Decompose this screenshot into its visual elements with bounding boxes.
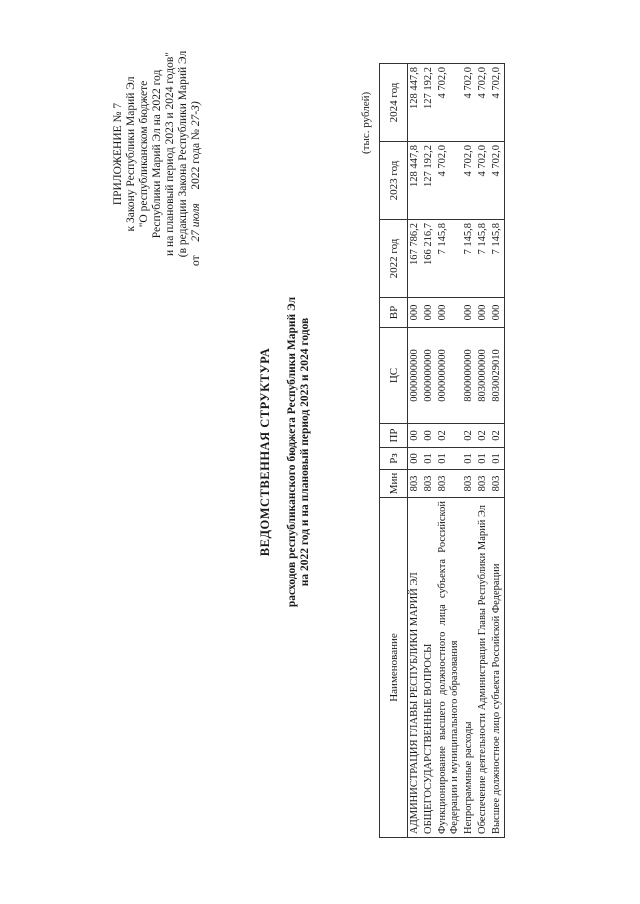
table-row (462, 64, 476, 838)
header-cs: ЦС (380, 328, 408, 424)
row-vr: 000 (436, 298, 462, 328)
row-pr: 02 (436, 424, 462, 448)
row-min: 803 (422, 470, 436, 498)
row-name: Непрограммные расходы (462, 498, 476, 838)
row-rz: 00 (408, 448, 423, 470)
row-min: 803 (476, 470, 490, 498)
row-name: Обеспечение деятельности Администрации Главы Республики Марий Эл (476, 498, 490, 838)
row-2022: 7 145,8 (436, 220, 462, 298)
row-cs: 0000000000 (408, 328, 423, 424)
row-min: 803 (436, 470, 462, 498)
header-2024: 2024 год (380, 64, 408, 142)
row-2024: 127 192,2 (422, 64, 436, 142)
table-row (408, 64, 423, 838)
header-rz: Рз (380, 448, 408, 470)
appendix-edition: (в редакции Закона Республики Марий Эл (177, 50, 189, 258)
row-rz: 01 (490, 448, 505, 470)
document-subtitle (286, 0, 312, 904)
table-header-row (380, 64, 408, 838)
table-row (436, 64, 462, 838)
row-vr: 000 (408, 298, 423, 328)
appendix-law-title-2: Республики Марий Эл на 2022 год (151, 69, 163, 239)
row-2024: 4 702,0 (476, 64, 490, 142)
row-pr: 00 (408, 424, 423, 448)
subtitle-line-1: расходов республиканского бюджета Республики Марий Эл (286, 296, 298, 608)
row-name: Функционирование высшего должностного лица субъекта Российской Федерации и муниципального образования (436, 498, 462, 838)
appendix-law-ref: к Закону Республики Марий Эл (125, 76, 137, 232)
header-2022: 2022 год (380, 220, 408, 298)
units-label: (тыс. рублей) (360, 91, 372, 154)
row-min: 803 (408, 470, 423, 498)
table-row (476, 64, 490, 838)
table-row (490, 64, 505, 838)
row-pr: 02 (476, 424, 490, 448)
budget-table (379, 63, 505, 838)
document-title: ВЕДОМСТВЕННАЯ СТРУКТУРА (258, 347, 272, 557)
row-2024: 4 702,0 (462, 64, 476, 142)
row-2024: 128 447,8 (408, 64, 423, 142)
row-cs: 0000000000 (436, 328, 462, 424)
date-year: 2022 года № (190, 129, 202, 190)
row-2022: 166 216,7 (422, 220, 436, 298)
row-name: АДМИНИСТРАЦИЯ ГЛАВЫ РЕСПУБЛИКИ МАРИЙ ЭЛ (408, 498, 423, 838)
row-vr: 000 (422, 298, 436, 328)
table-row (422, 64, 436, 838)
row-pr: 00 (422, 424, 436, 448)
row-vr: 000 (476, 298, 490, 328)
row-2023: 127 192,2 (422, 142, 436, 220)
row-rz: 01 (436, 448, 462, 470)
date-prefix: от (190, 255, 202, 266)
row-2022: 7 145,8 (462, 220, 476, 298)
appendix-law-title-3: и на плановый период 2023 и 2024 годов" (164, 52, 176, 256)
appendix-law-title-1: "О республиканском бюджете (138, 80, 150, 228)
row-vr: 000 (490, 298, 505, 328)
appendix-block (112, 4, 203, 304)
row-pr: 02 (490, 424, 505, 448)
row-2022: 7 145,8 (476, 220, 490, 298)
row-2024: 4 702,0 (436, 64, 462, 142)
row-min: 803 (490, 470, 505, 498)
row-2023: 128 447,8 (408, 142, 423, 220)
row-rz: 01 (462, 448, 476, 470)
row-cs: 8000000000 (462, 328, 476, 424)
row-2023: 4 702,0 (462, 142, 476, 220)
row-2023: 4 702,0 (490, 142, 505, 220)
row-pr: 02 (462, 424, 476, 448)
header-2023: 2023 год (380, 142, 408, 220)
header-name: Наименование (380, 498, 408, 838)
header-pr: ПР (380, 424, 408, 448)
date-day: 27 июля (190, 203, 202, 242)
appendix-number: ПРИЛОЖЕНИЕ № 7 (112, 102, 124, 206)
row-2023: 4 702,0 (476, 142, 490, 220)
row-cs: 0000000000 (422, 328, 436, 424)
row-min: 803 (462, 470, 476, 498)
row-cs: 8030000000 (476, 328, 490, 424)
law-number: 27-З) (190, 101, 202, 127)
row-name: Высшее должностное лицо субъекта Российской Федерации (490, 498, 505, 838)
row-cs: 8030029010 (490, 328, 505, 424)
row-2022: 167 786,2 (408, 220, 423, 298)
row-vr: 000 (462, 298, 476, 328)
row-2024: 4 702,0 (490, 64, 505, 142)
row-2023: 4 702,0 (436, 142, 462, 220)
header-min: Мин (380, 470, 408, 498)
appendix-date-line (190, 4, 203, 304)
header-vr: ВР (380, 298, 408, 328)
subtitle-line-2: на 2022 год и на плановый период 2023 и 2024 годов (299, 317, 311, 587)
row-2022: 7 145,8 (490, 220, 505, 298)
row-rz: 01 (476, 448, 490, 470)
row-rz: 01 (422, 448, 436, 470)
row-name: ОБЩЕГОСУДАРСТВЕННЫЕ ВОПРОСЫ (422, 498, 436, 838)
